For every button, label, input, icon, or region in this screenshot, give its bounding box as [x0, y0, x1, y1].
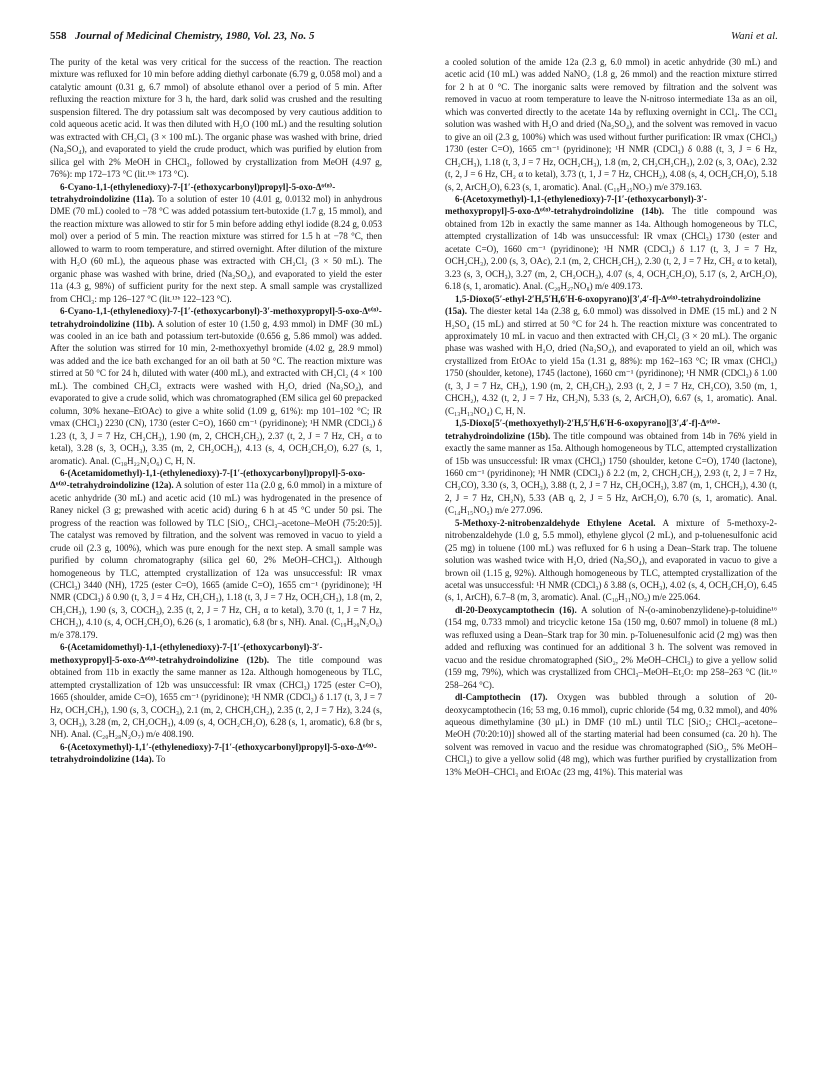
paragraph-text: The diester ketal 14a (2.38 g, 6.0 mmol) was dissolved in DME (15 mL) and 2 N H₂SO₄ (15 mL) and stirred at 50 °C for 24 h. The reaction mixture was concentrated to approximately 10 mL in vacuo and then extracted with CH₂Cl₂ (3 × 20 mL). The organic phase was washed with H₂O, dried (Na₂SO₄), and evaporated to yield an oil, which was crystallized from EtOAc to yield 15a (1.31 g, 88%): mp 162–163 °C; IR νmax (CHCl₃) 1750 (shoulder, ketone), 1745 (lactone), 1660 cm⁻¹ (pyridinone); ¹H NMR (CDCl₃) δ 1.00 (t, 3, J = 7 Hz, CH₃), 1.90 (m, 2, CH₂CH₃), 2.93 (t, 2, J = 7 Hz, CH₂CO), 3.50 (m, 1, CHCH₂), 4.32 (t, 2, J = 7 Hz, CH₂N), 5.33 (s, 2, ArCH₂O), 6.67 (s, 1, aromatic). Anal. (C₁₃H₁₃NO₄) C, H, N.	[445, 306, 777, 416]
paragraph	[50, 741, 382, 766]
section-heading: dl-Camptothecin (17).	[455, 692, 548, 703]
section-heading: dl-20-Deoxycamptothecin (16).	[455, 604, 577, 615]
page-header	[50, 30, 778, 46]
paragraph	[50, 467, 382, 641]
paragraph-text: A solution of N-(o-aminobenzylidene)-p-toluidine¹⁶ (154 mg, 0.733 mmol) and tricyclic ketone 15a (150 mg, 0.607 mmol) in toluene (8 mL) was refluxed using a Dean–Stark trap for 30 min. p-Toluenesulfonic acid (2 mg) was then added and refluxing was continued for an additional 3 h. The solvent was removed in vacuo and the residue chromatographed (SiO₂, 2% MeOH–CHCl₃) to give a yellow solid (159 mg, 79%), which was crystallized from CHCl₃–MeOH–Et₂O: mp 258–263 °C (lit.¹⁶ 258–264 °C).	[445, 604, 777, 690]
journal-citation: Journal of Medicinal Chemistry, 1980, Vol. 23, No. 5	[75, 30, 315, 42]
section-heading: 6-(Acetamidomethyl)-1,1-(ethylenedioxy)-7-[1′-(ethoxycarbonyl)-3′-methoxypropyl]-5-oxo-Δ⁶⁽⁸⁾-tetrahydroindolizine (12b).	[50, 642, 323, 665]
left-column	[50, 56, 382, 766]
paragraph-text: a cooled solution of the amide 12a (2.3 g, 6.0 mmol) in acetic anhydride (30 mL) and acetic acid (10 mL) was added NaNO₂ (1.8 g, 26 mmol) and the reaction mixture stirred for 2 h at 0 °C. The inorganic salts were removed by filtration and the solvent was removed in vacuo at room temperature to leave the N-nitroso intermediate 13a as an oil, which was converted directly to the acetate 14a by refluxing overnight in CCl₄. The CCl₄ solution was washed with H₂O and dried (Na₂SO₄), and the solvent was removed in vacuo to give an oil (2.3 g, 100%) which was used without further purification: IR νmax (CHCl₃) 1730 (ester C=O), 1665 cm⁻¹ (pyridinone); ¹H NMR (CDCl₃) δ 0.88 (t, 3, J = 6 Hz, CH₂CH₃), 1.18 (t, 3, J = 7 Hz, OCH₂CH₃), 1.8 (m, 2, CH₂CH₂CH₃), 2.02 (s, 3, OAc), 2.32 (t, 2, J = 6 Hz, CH₂ α to ketal), 3.73 (t, 1, J = 7 Hz, CHCH₂), 4.08 (s, 4, OCH₂CH₂O), 5.18 (s, 2, ArCH₂O), 6.23 (s, 1, aromatic). Anal. (C₁₉H₂₅NO₇) m/e 379.163.	[445, 57, 777, 192]
paragraph-text: The title compound was obtained from 14b in 76% yield in exactly the same manner as 15a. Although homogeneous by TLC, attempted crystallization of 15b was unsuccessful: IR νmax (CHCl₃) 1750 (shoulder, ketone C=O), 1740 (lactone), 1660 cm⁻¹ (pyridinone); ¹H NMR (CDCl₃) δ 2.2 (m, 2, CHCH₂CH₂), 2.93 (t, 2, J = 7 Hz, CH₂CO), 3.30 (s, 3, OCH₃), 3.88 (t, 2, J = 7 Hz, CH₂OCH₃), 3.87 (m, 1, CHCH₂), 4.30 (t, 2, J = 7 Hz, CH₂N), 5.33 (AB q, 2, J = 5 Hz, ArCH₂O), 6.70 (s, 1, aromatic). Anal. (C₁₄H₁₅NO₅) m/e 277.096.	[445, 430, 777, 516]
paragraph	[445, 293, 777, 418]
page-number: 558	[50, 30, 67, 42]
paragraph	[445, 517, 777, 604]
section-heading: 1,5-Dioxo(5′-ethyl-2′H,5′H,6′H-6-oxopyrano)[3′,4′-f]-Δ⁶⁽⁸⁾-tetrahydroindolizine (15a).	[445, 293, 761, 317]
paragraph-text: A solution of ester 10 (1.50 g, 4.93 mmol) in DMF (30 mL) was cooled in an ice bath and potassium tert-butoxide (0.656 g, 5.86 mmol) was added. After the solution was stirred for 10 min, 2-methoxyethyl bromide (4.02 g, 28.9 mmol) was added and the ice bath exchanged for an oil bath at 50 °C. The reaction mixture was stirred at 50 °C for 24 h, diluted with water (400 mL), and extracted with CH₂Cl₂ (4 × 100 mL). The combined CH₂Cl₂ extracts were washed with H₂O, dried (Na₂SO₄), and evaporated to give a crude solid, which was chromatographed (EM silica gel 60 prepacked column, 30% hexane–EtOAc) to give a white solid (1.09 g, 61%): mp 101–102 °C; IR νmax (CHCl₃) 2230 (CN), 1730 (ester C=O), 1660 cm⁻¹ (pyridinone); ¹H NMR (CDCl₃) δ 1.23 (t, 3, J = 7 Hz, CH₂CH₃), 1.90 (m, 2, CHCH₂CH₂), 2.37 (t, 2, J = 7 Hz, CH₂ α to ketal), 3.28 (s, 3, OCH₃), 3.35 (m, 2, CH₂OCH₃), 4.13 (s, 4, OCH₂CH₂O), 6.27 (s, 1, aromatic). Anal. (C₁₈H₂₂N₂O₆) C, H, N.	[50, 318, 382, 466]
paragraph-text: A mixture of 5-methoxy-2-nitrobenzaldehyde (1.0 g, 5.5 mmol), ethylene glycol (2 mL), and p-toluenesulfonic acid (25 mg) in toluene (100 mL) was refluxed for 6 h using a Dean–Stark trap. The toluene solution was washed twice with H₂O, dried (Na₂SO₄), and evaporated in vacuo to give a brown oil (1.15 g, 92%). Although homogeneous by TLC, attempted crystallization of the acetal was unsuccessful: ¹H NMR (CDCl₃) δ 3.88 (s, OCH₃), 4.02 (s, 4, OCH₂CH₂O), 6.45 (s, 1, ArCH), 6.7–8 (m, 3, aromatic). Anal. (C₁₀H₁₁NO₅) m/e 225.064.	[445, 517, 777, 603]
paragraph	[50, 641, 382, 741]
section-heading: 5-Methoxy-2-nitrobenzaldehyde Ethylene Acetal.	[455, 517, 656, 528]
paragraph	[50, 56, 382, 181]
paragraph-text: To	[153, 754, 166, 765]
right-column	[445, 56, 777, 778]
paragraph	[445, 604, 777, 691]
paragraph-text: The title compound was obtained from 12b in exactly the same manner as 14a. Although homogeneous by TLC, attempted crystallization of 14b was unsuccessful: IR νmax (CHCl₃) 1730 (ester and acetate C=O), 1660 cm⁻¹ (pyridinone); ¹H NMR (CDCl₃) δ 1.17 (t, 3, J = 7 Hz, OCH₂CH₃), 2.00 (s, 3, OAc), 2.1 (m, 2, CHCH₂CH₂), 2.30 (t, 2, J = 7 Hz, CH₂ α to ketal), 3.23 (s, 3, OCH₃), 3.27 (m, 2, CH₂OCH₃), 4.07 (s, 4, OCH₂CH₂O), 5.17 (s, 2, ArCH₂O), 6.18 (s, 1, aromatic). Anal. (C₂₀H₂₇NO₈) m/e 409.173.	[445, 206, 777, 292]
section-heading: 6-Cyano-1,1-(ethylenedioxy)-7-[1′-(ethoxycarbonyl)-3′-methoxypropyl]-5-oxo-Δ⁶⁽⁸⁾-tetrahydroindolizine (11b).	[50, 306, 382, 329]
paragraph-text: The title compound was obtained from 11b in exactly the same manner as 12a. Although homogeneous by TLC, attempted crystallization of 12b was unsuccessful: IR νmax (CHCl₃) 1725 (ester C=O), 1665 (shoulder, amide C=O), 1655 cm⁻¹ (pyridinone); ¹H NMR (CDCl₃) δ 1.17 (t, 3, J = 7 Hz, OCH₂CH₃), 1.90 (s, 3, COCH₃), 2.1 (m, 2, CHCH₂CH₂), 2.35 (t, 2, J = 7 Hz), 3.24 (s, 3, OCH₃), 3.28 (m, 2, CH₂OCH₃), 4.09 (s, 4, OCH₂CH₂O), 6.28 (s, 1, aromatic), 6.8 (br s, NH). Anal. (C₂₀H₂₈N₂O₇) m/e 408.190.	[50, 654, 382, 740]
paragraph	[445, 193, 777, 293]
paragraph	[50, 181, 382, 306]
section-heading: 1,5-Dioxo[5′-(methoxyethyl)-2′H,5′H,6′H-6-oxopyrano][3′,4′-f]-Δ⁶⁽⁸⁾-tetrahydroindolizine (15b).	[445, 418, 721, 441]
paragraph-text: Oxygen was bubbled through a solution of 20-deoxycamptothecin (16; 53 mg, 0.16 mmol), cupric chloride (54 mg, 0.32 mmol), and 40% aqueous dimethylamine (30 μL) in DMF (10 mL) until TLC [SiO₂; CHCl₃–acetone–MeOH (70:20:10)] showed all of the starting material had been consumed (ca. 20 h). The solvent was removed in vacuo and the residue was chromatographed (SiO₂, 5% MeOH–CHCl₃) to give a yellow solid (48 mg), which was further purified by crystallization from 13% MeOH–CHCl₃ and EtOAc (23 mg, 41%). This material was	[445, 692, 778, 777]
paragraph	[50, 305, 382, 467]
paragraph-text: The purity of the ketal was very critical for the success of the reaction. The reaction mixture was refluxed for 10 min before adding diethyl carbonate (6.79 g, 0.058 mol) and a catalytic amount (0.31 g, 6.7 mmol) of absolute ethanol over a period of 5 min. After refluxing the reaction mixture for 3 h, the hard, dark solid was crushed and the resulting suspension filtered. The dry potassium salt was decomposed by very cautious addition to cold aqueous acetic acid. It was then diluted with H₂O (100 mL) and the resulting solution was extracted with CH₂Cl₂ (3 × 100 mL). The organic phase was washed with brine, dried (Na₂SO₄), and evaporated to yield the crude product, which was purified by elution from silica gel with 2% MeOH in CHCl₃, followed by crystallization from MeOH (4.97 g, 76%): mp 172–173 °C (lit.¹³ᵇ 173 °C).	[50, 57, 382, 180]
paragraph	[445, 417, 777, 517]
section-heading: 6-(Acetoxymethyl)-1,1′-(ethylenedioxy)-7-[1′-(ethoxycarbonyl)propyl]-5-oxo-Δ⁶⁽⁸⁾-tetrahydroindolizine (14a).	[50, 741, 377, 765]
section-heading: 6-(Acetamidomethyl)-1,1-(ethylenedioxy)-7-[1′-(ethoxycarbonyl)propyl]-5-oxo-Δ⁶⁽⁸⁾-tetrahydroindolizine (12a).	[50, 467, 366, 491]
section-heading: 6-(Acetoxymethyl)-1,1-(ethylenedioxy)-7-[1′-(ethoxycarbonyl)-3′-methoxypropyl]-5-oxo-Δ⁶⁽⁸⁾-tetrahydroindolizine (14b).	[445, 193, 707, 217]
section-heading: 6-Cyano-1,1-(ethylenedioxy)-7-[1′-(ethoxycarbonyl)propyl]-5-oxo-Δ⁶⁽⁸⁾-tetrahydroindolizine (11a).	[50, 181, 336, 204]
running-authors: Wani et al.	[731, 30, 778, 42]
paragraph-text: To a solution of ester 10 (4.01 g, 0.0132 mol) in anhydrous DME (70 mL) cooled to −78 °C was added potassium tert-butoxide (1.7 g, 15 mmol), and the reaction mixture was allowed to stir for 5 min before adding ethyl iodide (8.24 g, 0.053 mol) over a period of 5 min. The reaction mixture was stirred for 1.5 h at −78 °C, then allowed to warm to room temperature, and stirred overnight. After dilution of the mixture with H₂O (60 mL), the aqueous phase was extracted with CH₂Cl₂ (3 × 50 mL). The organic phase was washed with brine, dried (Na₂SO₄), and evaporated to yield the ester 11a (4.3 g, 98%) of sufficient purity for the next step. A small sample was crystallized from CHCl₃: mp 126–127 °C (lit.¹³ᵇ 122–123 °C).	[50, 193, 382, 304]
paragraph	[445, 691, 777, 778]
paragraph-text: A solution of ester 11a (2.0 g, 6.0 mmol) in a mixture of acetic anhydride (30 mL) and acetic acid (10 mL) was hydrogenated in the presence of Raney nickel (3 g; prewashed with acetic acid) during 6 h at 45 °C under 50 psi. The progress of the reaction was followed by TLC [SiO₂, CHCl₃–acetone–MeOH (75:20:5)]. The catalyst was removed by filtration, and the solvent was removed in vacuo to yield a crude oil (2.3 g, 100%), which was pure enough for the next step. A small sample was purified by column chromatography (silica gel 60, 2% MeOH–CHCl₃). Although homogeneous by TLC, attempted crystallization of 12a was unsuccessful: IR νmax (CHCl₃) 3440 (NH), 1725 (ester C=O), 1665 (amide C=O), 1655 cm⁻¹ (pyridinone); ¹H NMR (CDCl₃) δ 0.90 (t, 3, J = 4 Hz, CH₂CH₃), 1.18 (t, 3, J = 7 Hz, OCH₂CH₃), 1.8 (m, 2, CH₂CH₃), 1.90 (s, 3, COCH₃), 2.35 (t, 2, J = 7 Hz, CH₂ α to ketal), 3.70 (t, 1, J = 7 Hz, CHCH₂), 4.10 (s, 4, OCH₂CH₂O), 6.26 (s, 1 aromatic), 6.8 (br s, NH). Anal. (C₁₉H₂₆N₂O₆) m/e 378.179.	[50, 480, 383, 640]
paragraph	[445, 56, 777, 193]
